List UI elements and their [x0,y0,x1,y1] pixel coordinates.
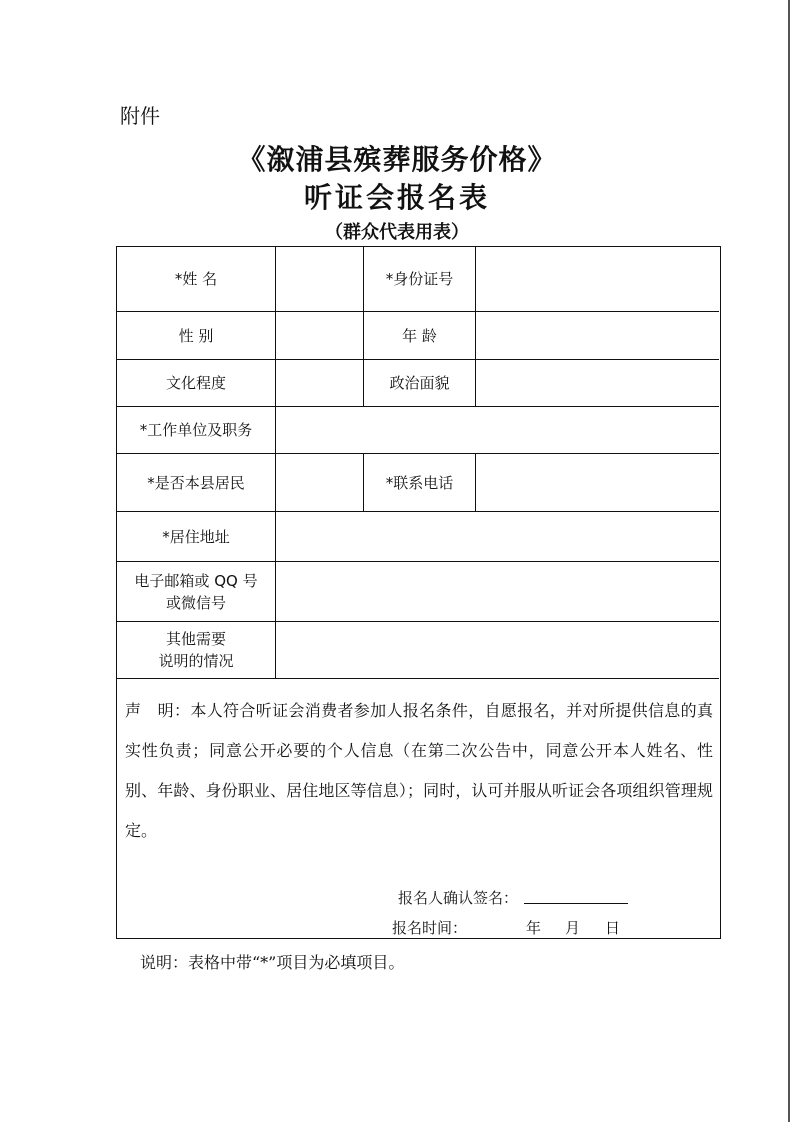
resident-field[interactable] [275,454,363,511]
document-title: 《溆浦县殡葬服务价格》 [237,143,557,176]
other-label-line1: 其他需要 [165,630,226,648]
form-row-contact [117,562,719,622]
document-title-line2: 听证会报名表 [303,181,490,214]
contact-label-line1: 电子邮箱或 QQ 号 [134,571,258,590]
attachment-label: 附件 [120,104,160,128]
phone-field[interactable] [475,454,719,511]
other-field[interactable] [275,622,719,678]
contact-label-line2: 或微信号 [165,593,226,612]
name-field[interactable] [275,247,363,311]
address-field[interactable] [275,512,719,561]
id-number-label: *身份证号 [363,247,475,311]
political-status-label: 政治面貌 [363,360,475,406]
resident-label: *是否本县居民 [147,473,245,492]
date-day: 日 [605,919,621,937]
political-status-field[interactable] [475,360,719,406]
form-row-address [117,512,719,562]
other-label [117,622,275,678]
education-label: 文化程度 [165,374,226,392]
form-row-work-unit [117,407,719,454]
name-label: *姓 名 [174,270,218,288]
age-label: 年 龄 [363,312,475,359]
document-subtitle: （群众代表用表） [325,222,469,243]
form-row-education [117,360,719,407]
work-unit-label: *工作单位及职务 [139,421,253,439]
phone-label: *联系电话 [363,454,475,511]
declaration-text: 声 明：本人符合听证会消费者参加人报名条件，自愿报名，并对所提供信息的真实性负责；同意公开必要的个人信息（在第二次公告中，同意公开本人姓名、性别、年龄、身份职业、居住地区等信息）；同时，认可并服从听证会各项组织管理规定。 [125,701,713,840]
age-field[interactable] [475,312,719,359]
signature-label: 报名人确认签名： [398,889,519,907]
form-row-gender [117,312,719,360]
contact-field[interactable] [275,562,719,621]
date-month: 月 [565,919,581,937]
date-label: 报名时间： [392,919,468,937]
registration-form [116,246,721,939]
form-row-other [117,622,719,679]
address-label: *居住地址 [162,527,230,546]
signature-line[interactable] [524,903,628,904]
date-year: 年 [526,919,542,937]
form-row-resident [117,454,719,512]
work-unit-field[interactable] [275,407,719,453]
education-field[interactable] [275,360,363,406]
other-label-line2: 说明的情况 [158,652,234,670]
gender-label: 性 别 [178,326,214,345]
footnote: 说明：表格中带“*”项目为必填项目。 [140,953,405,972]
form-row-name [117,247,719,312]
gender-field[interactable] [275,312,363,359]
id-number-field[interactable] [475,247,719,311]
contact-label [117,562,275,621]
